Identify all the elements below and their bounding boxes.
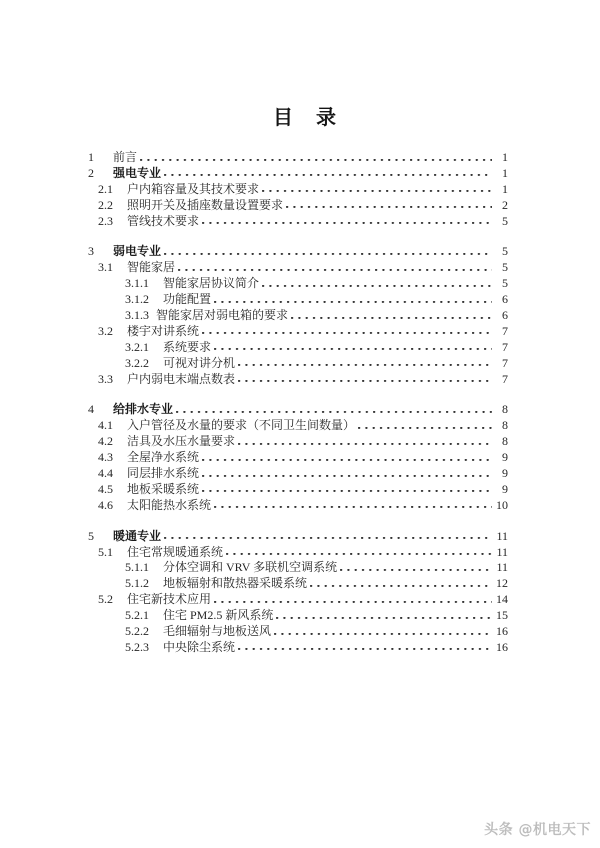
toc-entry [88,482,508,498]
entry-number: 2 [88,165,94,180]
entry-label: 户内弱电末端点数表 [127,371,236,386]
entry-number: 2.2 [98,197,113,212]
entry-label: 洁具及水压水量要求 [127,434,236,449]
entry-label: 毛细辐射与地板送风 [163,624,272,639]
dot-leader [358,418,492,434]
dot-leader [238,372,492,388]
dot-leader [291,308,492,324]
entry-number: 4.1 [98,418,113,433]
entry-number: 5.1 [98,544,113,559]
toc-entry [88,529,508,545]
dot-leader [202,450,492,466]
dot-leader [164,166,492,182]
entry-number: 3 [88,244,94,259]
entry-page-number: 8 [502,418,508,433]
entry-number: 3.2.1 [125,339,149,354]
entry-page-number: 11 [496,544,508,559]
entry-label: 分体空调和 VRV 多联机空调系统 [163,560,338,575]
entry-number: 2.3 [98,213,113,228]
entry-label: 全屋净水系统 [127,450,200,465]
entry-label: 住宅新技术应用 [127,592,212,607]
entry-page-number: 8 [502,402,508,417]
dot-leader [214,340,492,356]
entry-number: 5 [88,528,94,543]
entry-number: 5.1.1 [125,560,149,575]
dot-leader [274,624,492,640]
entry-number: 3.1.2 [125,292,149,307]
dot-leader [262,182,492,198]
table-of-contents [88,150,508,656]
toc-entry [88,260,508,276]
entry-number: 4.3 [98,450,113,465]
entry-label: 地板采暖系统 [127,481,200,496]
entry-label: 前言 [113,150,138,164]
entry-label: 中央除尘系统 [163,639,236,654]
entry-page-number: 5 [502,213,508,228]
entry-number: 1 [88,150,94,164]
toc-entry [88,198,508,214]
dot-leader [140,150,492,166]
entry-number: 4.6 [98,497,113,512]
entry-label: 智能家居对弱电箱的要求 [156,308,289,323]
dot-leader [214,498,492,514]
dot-leader [202,482,492,498]
entry-page-number: 6 [502,292,508,307]
entry-page-number: 15 [496,608,508,623]
entry-number: 5.2.3 [125,639,149,654]
dot-leader [238,434,492,450]
entry-page-number: 10 [496,497,508,512]
entry-label: 住宅常规暖通系统 [127,544,224,559]
entry-label: 强电专业 [113,165,162,180]
entry-number: 5.1.2 [125,576,149,591]
toc-entry [88,560,508,576]
toc-entry [88,166,508,182]
entry-number: 3.1 [98,260,113,275]
toc-entry [88,466,508,482]
toc-entry [88,624,508,640]
dot-leader [164,529,492,545]
entry-page-number: 12 [496,576,508,591]
toc-entry [88,402,508,418]
dot-leader [202,466,492,482]
entry-number: 2.1 [98,181,113,196]
toc-entry [88,308,508,324]
entry-label: 太阳能热水系统 [127,497,212,512]
entry-number: 5.2 [98,592,113,607]
entry-label: 照明开关及插座数量设置要求 [127,197,284,212]
dot-leader [214,292,492,308]
entry-number: 3.1.1 [125,276,149,291]
entry-page-number: 6 [502,308,508,323]
entry-page-number: 11 [496,560,508,575]
entry-label: 楼宇对讲系统 [127,323,200,338]
toc-entry [88,640,508,656]
entry-label: 地板辐射和散热器采暖系统 [163,576,308,591]
entry-number: 5.2.1 [125,608,149,623]
entry-page-number: 2 [502,197,508,212]
toc-entry [88,356,508,372]
entry-label: 管线技术要求 [127,213,200,228]
entry-page-number: 9 [502,450,508,465]
page-title: 目 录 [273,107,337,129]
entry-page-number: 1 [502,165,508,180]
dot-leader [262,276,492,292]
entry-page-number: 9 [502,466,508,481]
entry-number: 4.2 [98,434,113,449]
toc-entry [88,450,508,466]
toc-entry [88,418,508,434]
toc-entry [88,150,508,166]
entry-label: 入户管径及水量的要求（不同卫生间数量） [127,418,356,433]
toc-entry [88,214,508,230]
entry-page-number: 5 [502,276,508,291]
toc-entry [88,182,508,198]
toc-entry [88,434,508,450]
toc-entry [88,372,508,388]
entry-label: 户内箱容量及其技术要求 [127,181,260,196]
entry-number: 5.2.2 [125,624,149,639]
entry-page-number: 7 [502,323,508,338]
entry-label: 智能家居 [127,260,176,275]
toc-entry [88,545,508,561]
toc-entry [88,592,508,608]
entry-label: 同层排水系统 [127,466,200,481]
dot-leader [238,640,492,656]
entry-page-number: 7 [502,355,508,370]
toc-entry [88,244,508,260]
dot-leader [176,402,492,418]
toc-entry [88,498,508,514]
entry-label: 系统要求 [163,339,212,354]
entry-page-number: 1 [502,181,508,196]
dot-leader [286,198,492,214]
entry-number: 3.1.3 [125,308,149,323]
entry-number: 4.4 [98,466,113,481]
entry-label: 功能配置 [163,292,212,307]
entry-label: 可视对讲分机 [163,355,236,370]
dot-leader [226,545,492,561]
toc-entry [88,340,508,356]
toc-entry [88,608,508,624]
entry-page-number: 16 [496,639,508,654]
entry-label: 给排水专业 [113,402,174,417]
dot-leader [202,214,492,230]
toc-entry [88,576,508,592]
dot-leader [276,608,492,624]
dot-leader [340,560,492,576]
entry-page-number: 5 [502,244,508,259]
entry-label: 智能家居协议简介 [163,276,260,291]
dot-leader [238,356,492,372]
entry-page-number: 14 [496,592,508,607]
toutiao-watermark: 头条 @机电天下 [484,822,591,838]
entry-page-number: 9 [502,481,508,496]
dot-leader [310,576,492,592]
toc-entry [88,324,508,340]
entry-number: 3.2 [98,323,113,338]
entry-page-number: 1 [502,150,508,164]
dot-leader [164,244,492,260]
dot-leader [202,324,492,340]
entry-page-number: 5 [502,260,508,275]
entry-page-number: 11 [496,528,508,543]
entry-number: 4.5 [98,481,113,496]
entry-number: 3.2.2 [125,355,149,370]
entry-number: 3.3 [98,371,113,386]
entry-label: 住宅 PM2.5 新风系统 [163,608,274,623]
entry-number: 4 [88,402,94,417]
entry-page-number: 7 [502,339,508,354]
dot-leader [178,260,492,276]
entry-label: 弱电专业 [113,244,162,259]
entry-label: 暖通专业 [113,528,162,543]
entry-page-number: 7 [502,371,508,386]
dot-leader [214,592,492,608]
toc-entry [88,276,508,292]
entry-page-number: 8 [502,434,508,449]
toc-entry [88,292,508,308]
entry-page-number: 16 [496,624,508,639]
